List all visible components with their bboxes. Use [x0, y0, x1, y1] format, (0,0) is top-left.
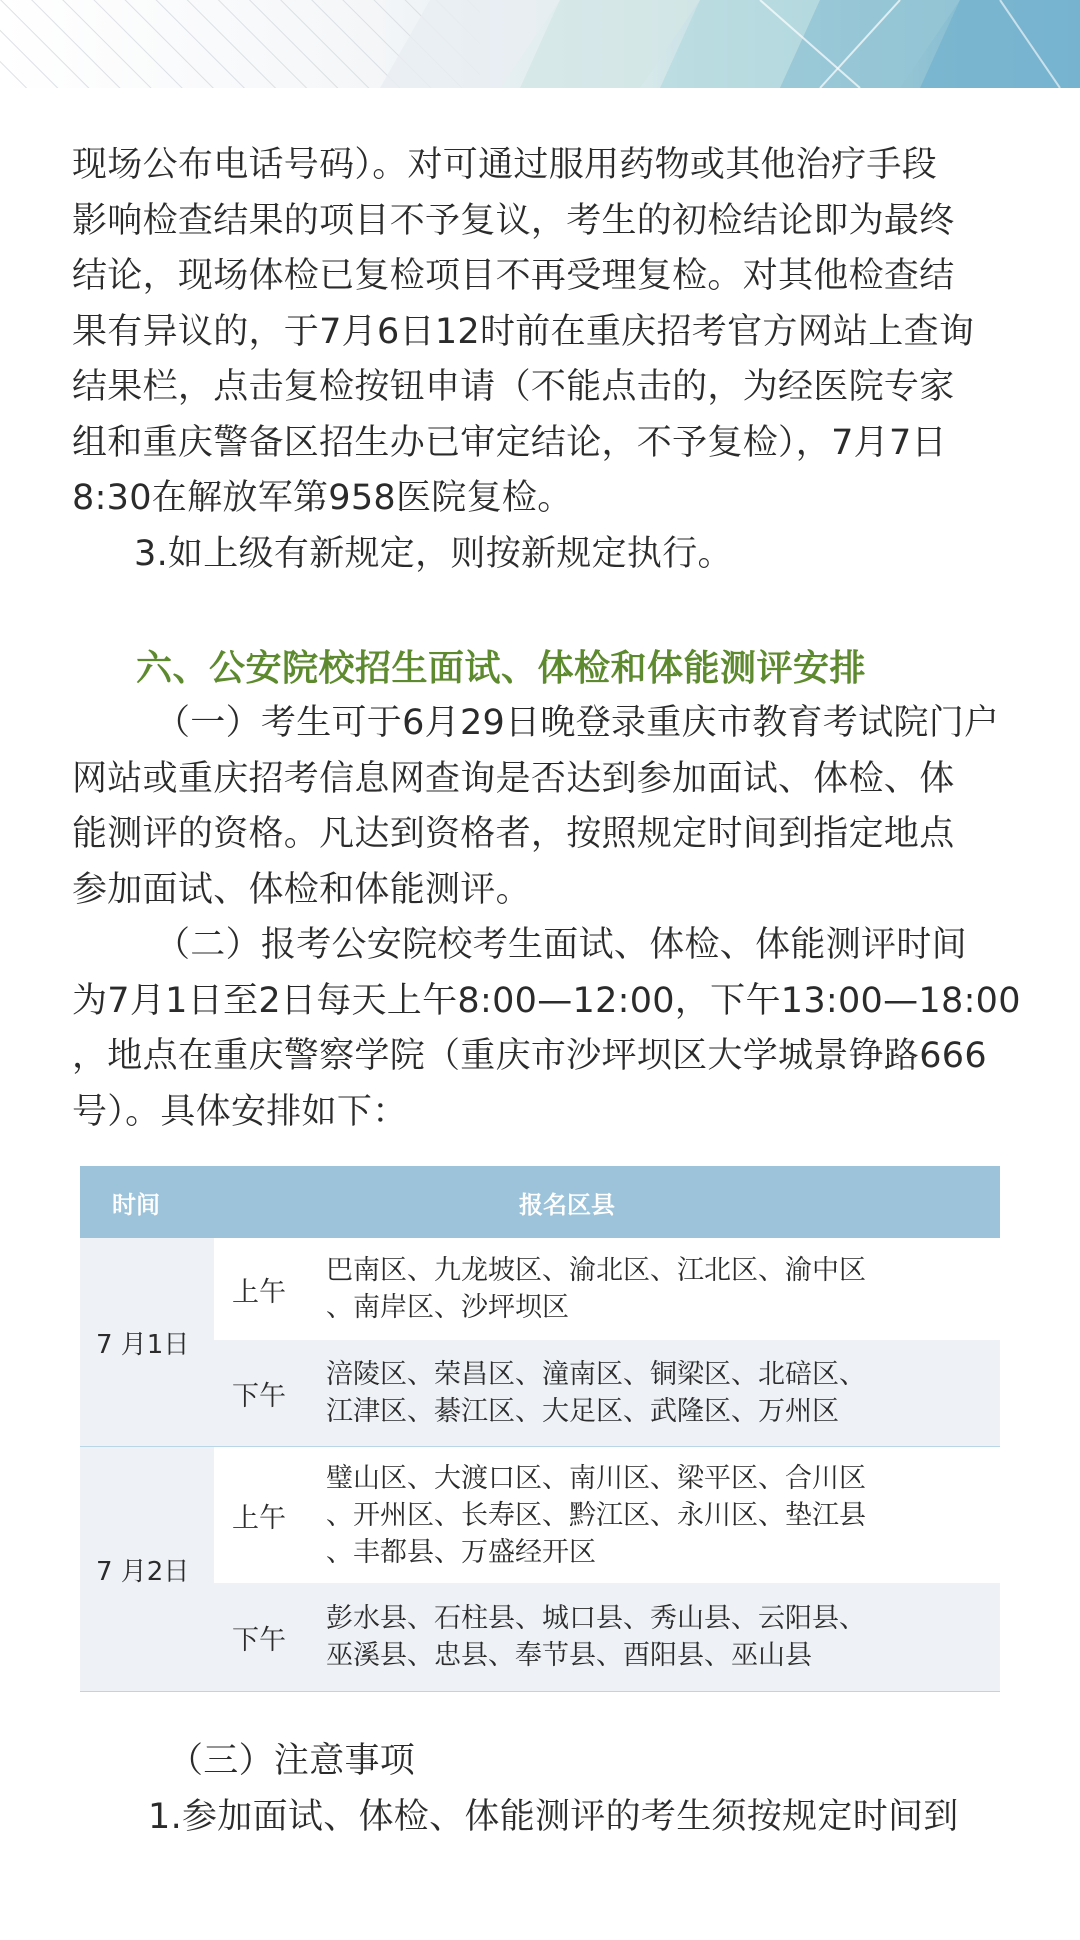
schedule-day-2 — [80, 1447, 1000, 1692]
text-line: 影响检查结果的项目不予复议，考生的初检结论即为最终 — [72, 200, 955, 241]
header-decoration — [0, 0, 1080, 88]
slot-row-morning — [214, 1447, 1000, 1583]
slot-counties — [310, 1460, 1000, 1571]
text-line: 能测评的资格。凡达到资格者，按照规定时间到指定地点 — [72, 814, 955, 854]
slot-row-afternoon — [214, 1583, 1000, 1691]
text-item-3: 3.如上级有新规定，则按新规定执行。 — [134, 533, 733, 574]
day-date: 7 月1日 — [96, 1329, 190, 1360]
text-line: 结论，现场体检已复检项目不再受理复检。对其他检查结 — [72, 256, 955, 296]
county-line: 江津区、綦江区、大足区、武隆区、万州区 — [326, 1396, 839, 1427]
section-heading-6: 六、公安院校招生面试、体检和体能测评安排 — [136, 648, 867, 689]
text-line: （一）考生可于6月29日晚登录重庆市教育考试院门户 — [155, 703, 1000, 743]
slot-period: 下午 — [232, 1380, 286, 1412]
slot-period: 上午 — [232, 1276, 286, 1308]
county-line: 璧山区、大渡口区、南川区、梁平区、合川区 — [326, 1462, 866, 1494]
slot-period: 上午 — [232, 1502, 286, 1534]
column-header-county: 报名区县 — [519, 1190, 615, 1219]
county-line: 、丰都县、万盛经开区 — [326, 1536, 596, 1568]
slot-row-afternoon — [214, 1340, 1000, 1446]
column-header-time: 时间 — [112, 1190, 160, 1219]
text-line: 参加面试、体检和体能测评。 — [72, 869, 531, 910]
county-line: 、开州区、长寿区、黔江区、永川区、垫江县 — [326, 1499, 866, 1531]
header-pattern-graphic — [0, 0, 1080, 88]
paragraph-part-1 — [72, 696, 1032, 918]
notes-item-1: 1.参加面试、体检、体能测评的考生须按规定时间到 — [148, 1796, 959, 1837]
county-line: 、南岸区、沙坪坝区 — [326, 1292, 569, 1323]
slot-row-morning — [214, 1238, 1000, 1340]
county-line: 涪陵区、荣昌区、潼南区、铜梁区、北碚区、 — [326, 1359, 866, 1390]
slot-counties — [310, 1356, 1000, 1430]
schedule-day-1 — [80, 1238, 1000, 1447]
slot-period: 下午 — [232, 1624, 286, 1656]
county-line: 巫溪县、忠县、奉节县、酉阳县、巫山县 — [326, 1640, 812, 1671]
text-line: 为7月1日至2日每天上午8:00—12:00，下午13:00—18:00 — [72, 980, 1021, 1021]
text-line: 结果栏，点击复检按钮申请（不能点击的，为经医院专家 — [72, 367, 955, 407]
notes-paragraph — [72, 1734, 1032, 1845]
schedule-table — [80, 1166, 1000, 1692]
text-line: （二）报考公安院校考生面试、体检、体能测评时间 — [155, 925, 967, 965]
section-6-body — [72, 696, 1032, 1140]
notes-heading: （三）注意事项 — [168, 1741, 416, 1781]
text-line: ，地点在重庆警察学院（重庆市沙坪坝区大学城景铮路666 — [72, 1036, 987, 1076]
notes-section — [72, 1734, 1032, 1845]
text-line: 现场公布电话号码）。对可通过服用药物或其他治疗手段 — [72, 145, 938, 185]
paragraph-recheck — [72, 138, 1032, 582]
schedule-header-row — [80, 1166, 1000, 1238]
text-line: 号）。具体安排如下： — [72, 1091, 408, 1132]
body-paragraph-1 — [72, 138, 1032, 582]
text-line: 8:30在解放军第958医院复检。 — [72, 478, 573, 518]
slot-counties — [310, 1600, 1000, 1674]
text-line: 组和重庆警备区招生办已审定结论，不予复检），7月7日 — [72, 422, 947, 463]
slot-counties — [310, 1252, 1000, 1326]
day-date: 7 月2日 — [96, 1556, 190, 1587]
text-line: 果有异议的，于7月6日12时前在重庆招考官方网站上查询 — [72, 311, 975, 352]
county-line: 巴南区、九龙坡区、渝北区、江北区、渝中区 — [326, 1255, 866, 1286]
county-line: 彭水县、石柱县、城口县、秀山县、云阳县、 — [326, 1603, 866, 1634]
paragraph-part-2 — [72, 918, 1032, 1140]
text-line: 网站或重庆招考信息网查询是否达到参加面试、体检、体 — [72, 758, 955, 799]
